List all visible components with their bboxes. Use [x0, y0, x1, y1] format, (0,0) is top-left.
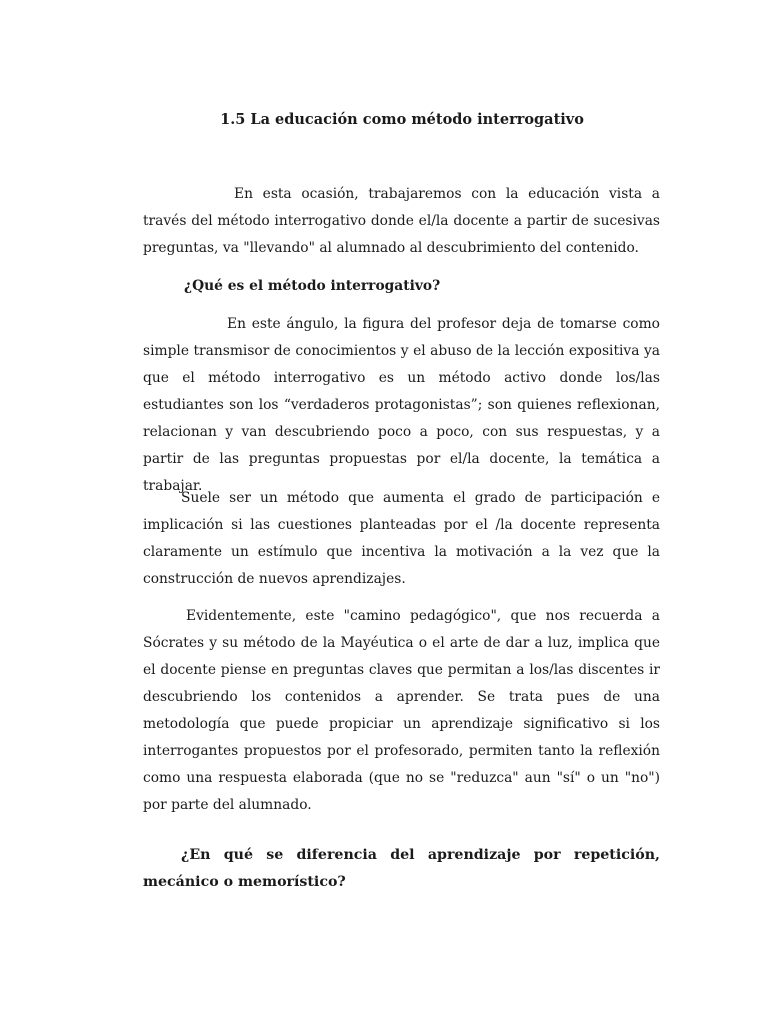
heading-what-is-method: ¿Qué es el método interrogativo?: [184, 278, 441, 294]
heading-difference: ¿En qué se diferencia del aprendizaje por repetición, mecánico o memorístico?: [143, 847, 660, 890]
paragraph-socratic-method: Evidentemente, este "camino pedagógico", que nos recuerda a Sócrates y su método de la Mayéutica o el arte de dar a luz, implica que el docente piense en preguntas claves que permitan a los/las discentes ir descubriendo los contenidos a aprender. Se trata pues de una metodología que puede propiciar un aprendizaje significativo si los interrogantes propuestos por el profesorado, permiten tanto la reflexión como una respuesta elaborada (que no se "reduzca" aun "sí" o un "no") por parte del alumnado.: [143, 608, 660, 813]
section-title: 1.5 La educación como método interrogativo: [220, 111, 584, 128]
paragraph-participation: Suele ser un método que aumenta el grado de participación e implicación si las cuestiones planteadas por el /la docente representa claramente un estímulo que incentiva la motivación a la vez que la construcción de nuevos aprendizajes.: [143, 490, 660, 587]
paragraph-professor-role: En este ángulo, la figura del profesor deja de tomarse como simple transmisor de conocimientos y el abuso de la lección expositiva ya que el método interrogativo es un método activo donde los/las estudiantes son los “verdaderos protagonistas”; son quienes reflexionan, relacionan y van descubriendo poco a poco, con sus respuestas, y a partir de las preguntas propuestas por el/la docente, la temática a trabajar.: [143, 316, 660, 494]
paragraph-intro: En esta ocasión, trabajaremos con la educación vista a través del método interrogativo donde el/la docente a partir de sucesivas preguntas, va "llevando" al alumnado al descubrimiento del contenido.: [143, 186, 660, 256]
